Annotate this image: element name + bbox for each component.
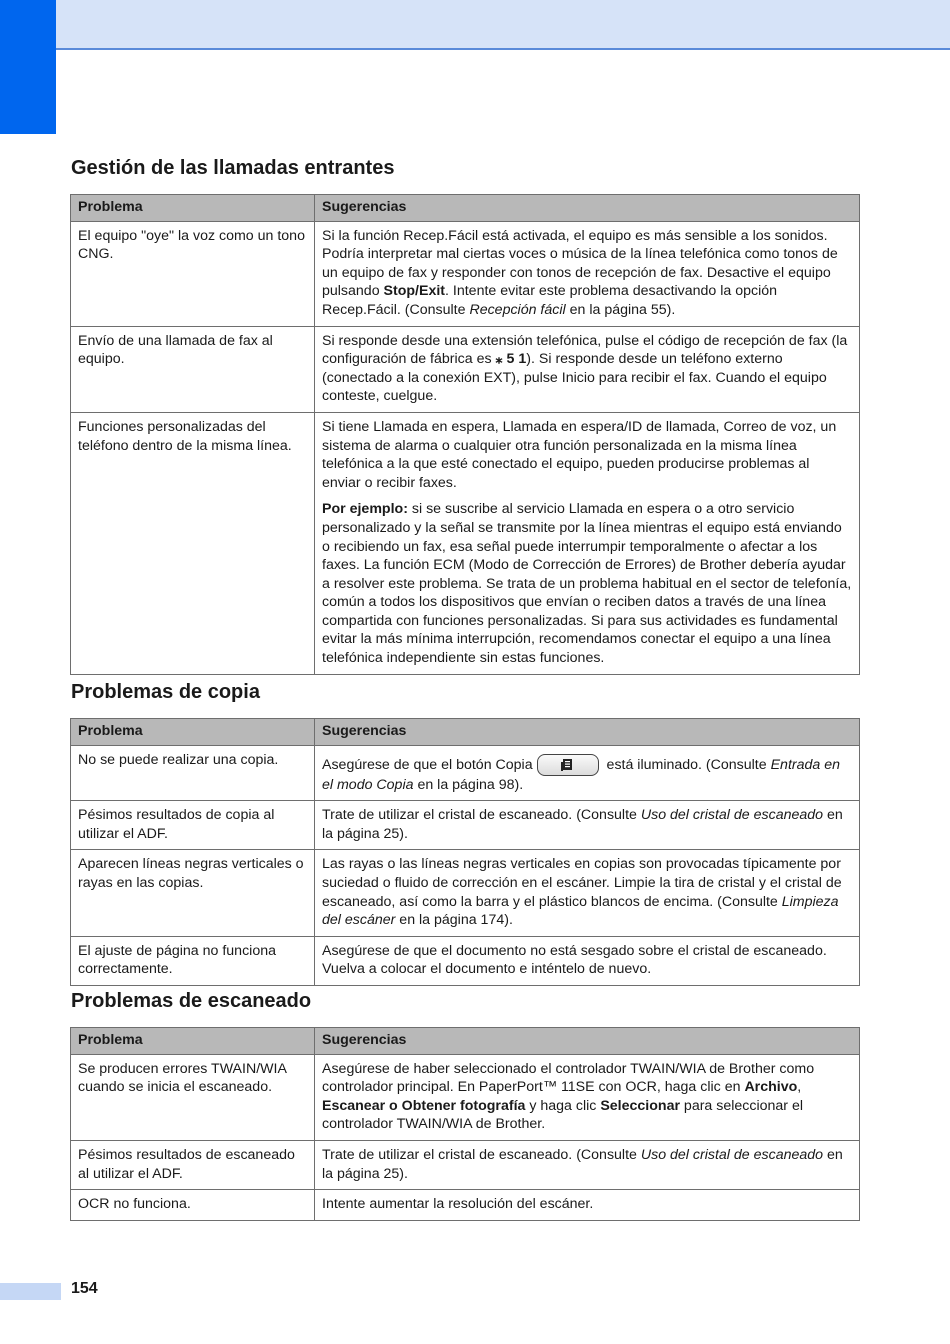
scanning-problems-table <box>70 1027 860 1221</box>
section-title-scanning-problems: Problemas de escaneado <box>71 990 312 1012</box>
table-row <box>71 1054 860 1140</box>
table-row <box>71 745 860 801</box>
suggestion-cell: Intente aumentar la resolución del escáner. <box>315 1190 860 1221</box>
problem-cell: El equipo "oye" la voz como un tono CNG. <box>71 221 315 326</box>
table-row <box>71 1190 860 1221</box>
table-row <box>71 801 860 850</box>
table-header-row <box>71 195 860 222</box>
problem-cell: Pésimos resultados de copia al utilizar el ADF. <box>71 801 315 850</box>
copy-key-icon <box>537 754 599 776</box>
suggestion-cell: Si responde desde una extensión telefónica, pulse el código de recepción de fax (la configuración de fábrica es ⁎ 5 1). Si responde desde un teléfono externo (conectado a la conexión EXT), pulse Inicio para recibir el fax. Cuando el equipo conteste, cuelgue. <box>315 326 860 412</box>
column-header-suggestions: Sugerencias <box>315 1028 860 1055</box>
column-header-problem: Problema <box>71 1028 315 1055</box>
problem-cell: Se producen errores TWAIN/WIA cuando se inicia el escaneado. <box>71 1054 315 1140</box>
table-row <box>71 412 860 674</box>
problem-cell: Aparecen líneas negras verticales o rayas en las copias. <box>71 850 315 936</box>
table-row <box>71 326 860 412</box>
suggestion-cell: Las rayas o las líneas negras verticales en copias son provocadas típicamente por suciedad o fluido de corrección en el escáner. Limpie la tira de cristal y el cristal de escaneado, así como la barra y el plástico blancos de encima. (Consulte Limpieza del escáner en la página 174). <box>315 850 860 936</box>
table-row <box>71 850 860 936</box>
table-header-row <box>71 719 860 746</box>
column-header-problem: Problema <box>71 719 315 746</box>
column-header-problem: Problema <box>71 195 315 222</box>
problem-cell: El ajuste de página no funciona correctamente. <box>71 936 315 985</box>
problem-cell: Envío de una llamada de fax al equipo. <box>71 326 315 412</box>
incoming-calls-table <box>70 194 860 675</box>
table-header-row <box>71 1028 860 1055</box>
table-row <box>71 936 860 985</box>
problem-cell: Funciones personalizadas del teléfono dentro de la misma línea. <box>71 412 315 674</box>
suggestion-cell: Asegúrese de haber seleccionado el controlador TWAIN/WIA de Brother como controlador principal. En PaperPort™ 11SE con OCR, haga clic en Archivo, Escanear o Obtener fotografía y haga clic Seleccionar para seleccionar el controlador TWAIN/WIA de Brother. <box>315 1054 860 1140</box>
suggestion-cell: Si la función Recep.Fácil está activada, el equipo es más sensible a los sonidos. Podría interpretar mal ciertas voces o música de la línea telefónica como tonos de un equipo de fax y responder con tonos de recepción de fax. Desactive el equipo pulsando Stop/Exit. Intente evitar este problema desactivando la opción Recep.Fácil. (Consulte Recepción fácil en la página 55). <box>315 221 860 326</box>
suggestion-cell: Asegúrese de que el documento no está sesgado sobre el cristal de escaneado. Vuelva a colocar el documento e inténtelo de nuevo. <box>315 936 860 985</box>
problem-cell: OCR no funciona. <box>71 1190 315 1221</box>
suggestion-cell: Trate de utilizar el cristal de escaneado. (Consulte Uso del cristal de escaneado en la página 25). <box>315 801 860 850</box>
suggestion-cell: Asegúrese de que el botón Copia está iluminado. (Consulte Entrada en el modo Copia en la página 98). <box>315 745 860 801</box>
header-band <box>0 0 950 50</box>
suggestion-cell: Si tiene Llamada en espera, Llamada en espera/ID de llamada, Correo de voz, un sistema de alarma o cualquier otra función personalizada en la misma línea telefónica a la que esté conectado el equipo, pueden producirse problemas al enviar o recibir faxes. Por ejemplo: si se suscribe al servicio Llamada en espera o a otro servicio personalizado y la señal se transmite por la línea mientras el equipo está enviando o recibiendo un fax, esa señal puede interrumpir temporalmente o afectar a los faxes. La función ECM (Modo de Corrección de Errores) de Brother debería ayudar a resolver este problema. Se trata de un problema habitual en el sector de telefonía, común a todos los dispositivos que envían o reciben datos a través de una línea compartida con funciones personalizadas. Si para sus actividades es fundamental evitar la más mínima interrupción, recomendamos conectar el equipo a una línea telefónica independiente sin estas funciones. <box>315 412 860 674</box>
section-title-incoming-calls: Gestión de las llamadas entrantes <box>71 157 395 179</box>
table-row <box>71 1140 860 1189</box>
page-number-bar <box>0 1283 61 1300</box>
copy-problems-table <box>70 718 860 986</box>
page-number: 154 <box>71 1280 98 1297</box>
chapter-tab <box>0 0 56 134</box>
column-header-suggestions: Sugerencias <box>315 719 860 746</box>
suggestion-cell: Trate de utilizar el cristal de escaneado. (Consulte Uso del cristal de escaneado en la página 25). <box>315 1140 860 1189</box>
problem-cell: Pésimos resultados de escaneado al utilizar el ADF. <box>71 1140 315 1189</box>
table-row <box>71 221 860 326</box>
column-header-suggestions: Sugerencias <box>315 195 860 222</box>
problem-cell: No se puede realizar una copia. <box>71 745 315 801</box>
section-title-copy-problems: Problemas de copia <box>71 681 260 703</box>
